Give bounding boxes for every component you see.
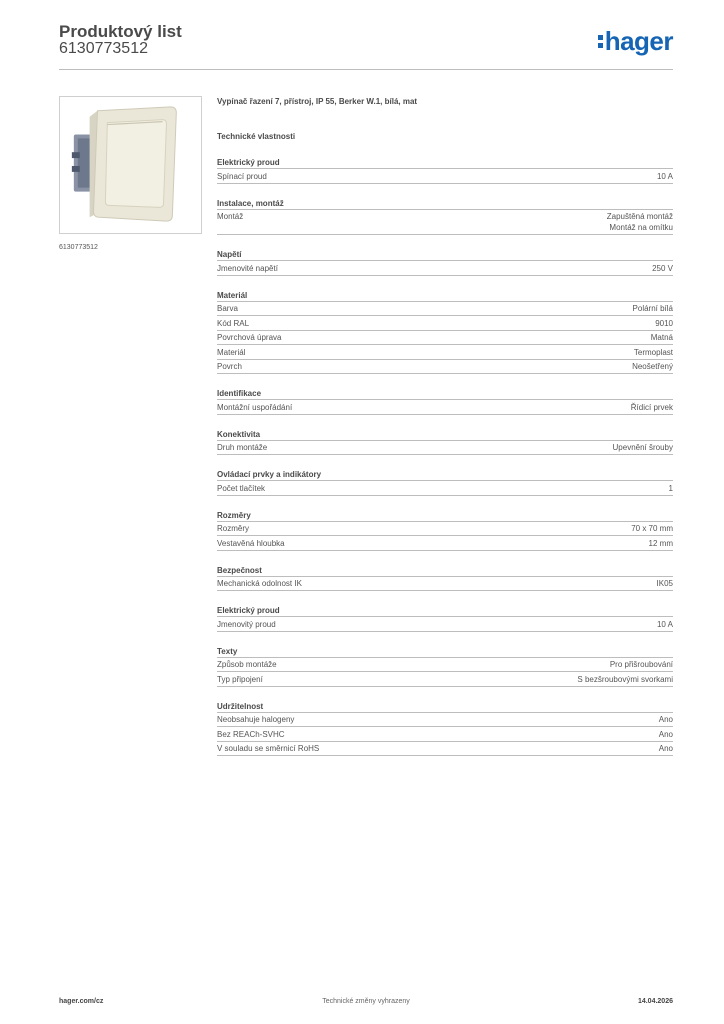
spec-label: Montáž: [217, 212, 244, 221]
section-title: Napětí: [217, 248, 673, 261]
spec-values: [634, 347, 673, 358]
spec-values: [657, 171, 673, 182]
spec-value: S bezšroubovými svorkami: [577, 674, 673, 684]
spec-label: Způsob montáže: [217, 660, 277, 669]
spec-row: [217, 577, 673, 592]
switch-product-illustration: [60, 97, 201, 233]
spec-row: [217, 331, 673, 346]
spec-value: 1: [668, 483, 673, 493]
spec-label: Povrch: [217, 362, 242, 371]
spec-row: [217, 727, 673, 742]
spec-values: [659, 743, 673, 754]
spec-row: [217, 261, 673, 276]
spec-values: [613, 442, 673, 453]
spec-values: [631, 523, 673, 534]
spec-values: [659, 729, 673, 740]
spec-section: [217, 289, 673, 375]
spec-value: Ano: [658, 729, 673, 739]
spec-section: [217, 197, 673, 236]
spec-values: [633, 303, 673, 314]
spec-values: [651, 332, 673, 343]
product-number: 6130773512: [59, 40, 148, 57]
spec-values: [632, 361, 673, 372]
spec-values: [649, 538, 673, 549]
spec-values: [659, 714, 673, 725]
spec-values: [657, 619, 673, 630]
spec-section: [217, 387, 673, 415]
spec-label: Povrchová úprava: [217, 333, 282, 342]
section-title: Identifikace: [217, 387, 673, 400]
spec-row: [217, 210, 673, 236]
section-title: Elektrický proud: [217, 604, 673, 617]
spec-label: Rozměry: [217, 524, 250, 533]
product-image: [59, 96, 202, 234]
section-title: Instalace, montáž: [217, 197, 673, 210]
spec-value: Polární bílá: [632, 304, 673, 313]
spec-value: Ano: [658, 715, 673, 724]
spec-section: [217, 604, 673, 632]
section-title: Elektrický proud: [217, 156, 673, 169]
spec-label: Spínací proud: [217, 171, 267, 181]
spec-values: [631, 402, 673, 413]
spec-section: [217, 156, 673, 184]
spec-row: [217, 522, 673, 537]
spec-value: Řídicí prvek: [630, 402, 673, 412]
spec-value: IK05: [656, 579, 673, 588]
spec-label: V souladu se směrnicí RoHS: [217, 744, 320, 753]
footer-website: hager.com/cz: [59, 998, 104, 1005]
page-header: [59, 20, 673, 70]
spec-value: Zapuštěná montáž: [606, 212, 673, 221]
spec-label: Montážní uspořádání: [217, 402, 293, 412]
spec-section: [217, 428, 673, 456]
spec-value: Montáž na omítku: [609, 223, 673, 232]
hager-logo: [598, 26, 673, 56]
spec-label: Druh montáže: [217, 443, 268, 452]
spec-label: Jmenovitý proud: [217, 619, 276, 629]
spec-value: Pro přišroubování: [609, 660, 673, 669]
spec-row: [217, 400, 673, 415]
spec-value: Neošetřený: [632, 362, 673, 371]
spec-label: Jmenovité napětí: [217, 263, 278, 273]
spec-row: [217, 169, 673, 184]
spec-value: Ano: [658, 744, 673, 753]
section-title: Rozměry: [217, 509, 673, 522]
spec-row: [217, 658, 673, 673]
spec-row: [217, 536, 673, 551]
spec-value: 9010: [655, 318, 673, 328]
spec-section: [217, 248, 673, 276]
spec-label: Mechanická odolnost IK: [217, 579, 302, 588]
section-title: Bezpečnost: [217, 564, 673, 577]
spec-values: [655, 318, 673, 329]
spec-row: [217, 617, 673, 632]
section-title: Materiál: [217, 289, 673, 302]
spec-values: [657, 578, 673, 589]
spec-values: [607, 211, 673, 233]
spec-row: [217, 302, 673, 317]
spec-values: [610, 659, 673, 670]
spec-value: 70 x 70 mm: [631, 524, 673, 533]
spec-section: [217, 509, 673, 551]
spec-values: [577, 674, 673, 685]
spec-value: Matná: [650, 333, 673, 342]
product-description: Vypínač řazení 7, přístroj, IP 55, Berker W.1, bílá, mat: [217, 97, 418, 106]
footer-date: 14.04.2026: [637, 998, 673, 1005]
specifications: [217, 96, 673, 756]
spec-row: [217, 672, 673, 687]
spec-value: 12 mm: [648, 538, 673, 548]
logo-dots-icon: [598, 32, 603, 51]
section-title: Texty: [217, 645, 673, 658]
spec-label: Bez REACh-SVHC: [217, 729, 285, 739]
spec-row: [217, 481, 673, 496]
spec-label: Neobsahuje halogeny: [217, 715, 295, 724]
spec-row: [217, 713, 673, 728]
spec-values: [669, 483, 673, 494]
spec-row: [217, 345, 673, 360]
section-title: Udržitelnost: [217, 700, 673, 713]
page-title: Produktový list: [59, 22, 182, 41]
spec-value: Termoplast: [633, 347, 673, 357]
spec-value: 10 A: [656, 171, 673, 181]
spec-section: [217, 468, 673, 496]
spec-value: 250 V: [652, 263, 673, 273]
image-caption: 6130773512: [59, 244, 98, 251]
section-title: Ovládací prvky a indikátory: [217, 468, 673, 481]
spec-row: [217, 742, 673, 757]
spec-row: [217, 360, 673, 375]
spec-label: Materiál: [217, 347, 246, 357]
spec-row: [217, 441, 673, 456]
spec-section: [217, 700, 673, 757]
spec-section: [217, 564, 673, 592]
spec-values: [652, 263, 673, 274]
footer-notice: Technické změny vyhrazeny: [322, 998, 410, 1005]
spec-value: Upevnění šrouby: [612, 443, 673, 452]
technical-properties-heading: Technické vlastnosti: [217, 132, 296, 141]
spec-label: Vestavěná hloubka: [217, 538, 285, 548]
spec-value: 10 A: [656, 619, 673, 629]
spec-row: [217, 316, 673, 331]
spec-label: Počet tlačítek: [217, 483, 266, 493]
section-title: Konektivita: [217, 428, 673, 441]
spec-sections: [217, 156, 673, 756]
spec-label: Barva: [217, 304, 238, 313]
logo-text: hager: [604, 26, 673, 56]
spec-label: Kód RAL: [217, 318, 250, 328]
spec-label: Typ připojení: [217, 674, 263, 684]
spec-section: [217, 645, 673, 687]
